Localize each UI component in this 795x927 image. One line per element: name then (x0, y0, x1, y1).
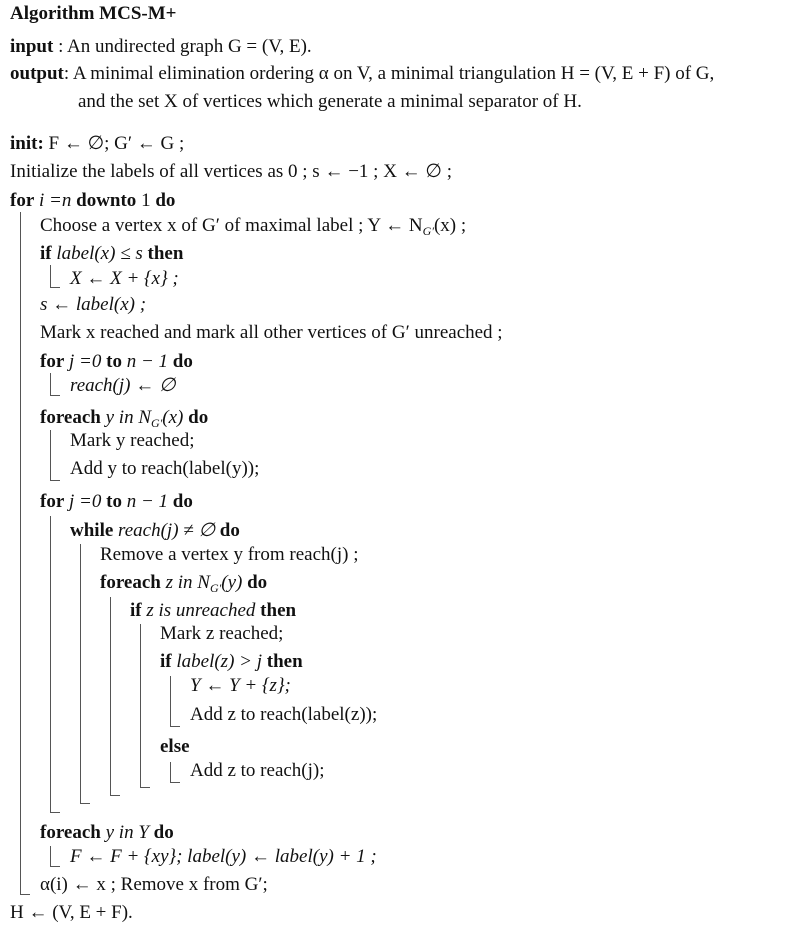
output-sep: : (63, 63, 73, 84)
keyword: for (10, 190, 35, 211)
s-update-line: s ← label(x) ; (40, 294, 147, 315)
statement: i =n (34, 190, 77, 211)
output-line (10, 63, 714, 85)
subscript: G′ (151, 416, 163, 430)
statement: F ← ∅; G′ ← G ; (43, 133, 185, 154)
block-bar-foreach-y-in-Y (50, 846, 60, 867)
statement: y in N (100, 407, 151, 428)
subscript: G′ (422, 224, 434, 238)
keyword: then (260, 600, 297, 621)
reach-reset-line: reach(j) ← ∅ (70, 375, 176, 396)
statement: (x) (162, 407, 189, 428)
alpha-line: α(i) ← x ; Remove x from G′; (40, 874, 268, 895)
keyword: foreach (40, 407, 101, 428)
init-line (10, 133, 184, 155)
block-bar-foreach-y (50, 430, 60, 481)
block-bar-if-label-z (170, 676, 180, 727)
statement: z in N (160, 572, 210, 593)
algorithm-title: Algorithm MCS-M+ (10, 3, 177, 24)
statement: j =0 (64, 351, 107, 372)
foreach-y-line (40, 407, 208, 429)
initialize-labels-line: Initialize the labels of all vertices as 0 ; s ← −1 ; X ← ∅ ; (10, 161, 452, 182)
block-bar-else (170, 762, 180, 783)
remove-vertex-line: Remove a vertex y from reach(j) ; (100, 544, 359, 565)
keyword: do (219, 520, 240, 541)
while-line (70, 520, 240, 542)
block-bar-while (80, 544, 90, 804)
keyword: then (266, 651, 303, 672)
statement: label(x) ≤ s (51, 243, 148, 264)
x-update-line: X ← X + {x} ; (70, 268, 179, 289)
block-bar-if-unreached (140, 624, 150, 788)
keyword: foreach (100, 572, 161, 593)
h-final-line: H ← (V, E + F). (10, 902, 133, 923)
y-update-line: Y ← Y + {z}; (190, 675, 291, 696)
keyword: do (172, 351, 193, 372)
output-label: output (10, 63, 64, 84)
foreach-y-in-Y-line (40, 822, 174, 844)
input-label: input (10, 36, 54, 57)
keyword: for (40, 491, 65, 512)
keyword: init: (10, 133, 44, 154)
keyword: while (70, 520, 114, 541)
keyword: if (130, 600, 142, 621)
block-bar-foreach-z (110, 597, 120, 796)
add-z-label-line: Add z to reach(label(z)); (190, 704, 378, 725)
keyword: for (40, 351, 65, 372)
for-i-line (10, 190, 175, 212)
add-z-reach-j-line: Add z to reach(j); (190, 760, 325, 781)
keyword: downto (76, 190, 137, 211)
statement: (y) (221, 572, 248, 593)
keyword: do (247, 572, 268, 593)
keyword: do (172, 491, 193, 512)
choose-vertex-line (40, 215, 466, 237)
for-j-line (40, 491, 193, 513)
if-label-line (40, 243, 183, 265)
add-y-line: Add y to reach(label(y)); (70, 458, 260, 479)
statement: n − 1 (121, 351, 173, 372)
block-bar-if-label (50, 265, 60, 288)
else-line: else (160, 736, 190, 757)
keyword: then (147, 243, 184, 264)
if-label-z-line (160, 651, 303, 673)
statement: (x) ; (433, 215, 467, 236)
keyword: to (106, 491, 122, 512)
statement: reach(j) ≠ ∅ (113, 520, 220, 541)
statement: label(z) > j (171, 651, 267, 672)
statement: z is unreached (141, 600, 261, 621)
input-sep: : (53, 36, 68, 57)
keyword: do (153, 822, 174, 843)
keyword: if (40, 243, 52, 264)
statement: j =0 (64, 491, 107, 512)
input-text: An undirected graph G = (V, E). (67, 36, 312, 57)
block-bar-for-i (20, 212, 30, 895)
keyword: foreach (40, 822, 101, 843)
input-line (10, 36, 312, 58)
mark-y-line: Mark y reached; (70, 430, 195, 451)
keyword: do (188, 407, 209, 428)
mark-x-line: Mark x reached and mark all other vertices of G′ unreached ; (40, 322, 503, 343)
keyword: to (106, 351, 122, 372)
for-j-init-line (40, 351, 193, 373)
statement: 1 (136, 190, 156, 211)
block-bar-for-j-init (50, 373, 60, 396)
foreach-z-line (100, 572, 267, 594)
mark-z-line: Mark z reached; (160, 623, 284, 644)
f-update-line: F ← F + {xy}; label(y) ← label(y) + 1 ; (70, 846, 377, 867)
statement: y in Y (100, 822, 154, 843)
statement: Choose a vertex x of G′ of maximal label ; Y ← N (40, 215, 423, 236)
statement: n − 1 (121, 491, 173, 512)
keyword: if (160, 651, 172, 672)
subscript: G′ (209, 581, 222, 595)
block-bar-for-j (50, 516, 60, 813)
output-line-2: and the set X of vertices which generate a minimal separator of H. (78, 91, 582, 112)
if-unreached-line (130, 600, 296, 622)
output-text-1: A minimal elimination ordering α on V, a minimal triangulation H = (V, E + F) of G, (72, 63, 715, 84)
keyword: do (155, 190, 176, 211)
